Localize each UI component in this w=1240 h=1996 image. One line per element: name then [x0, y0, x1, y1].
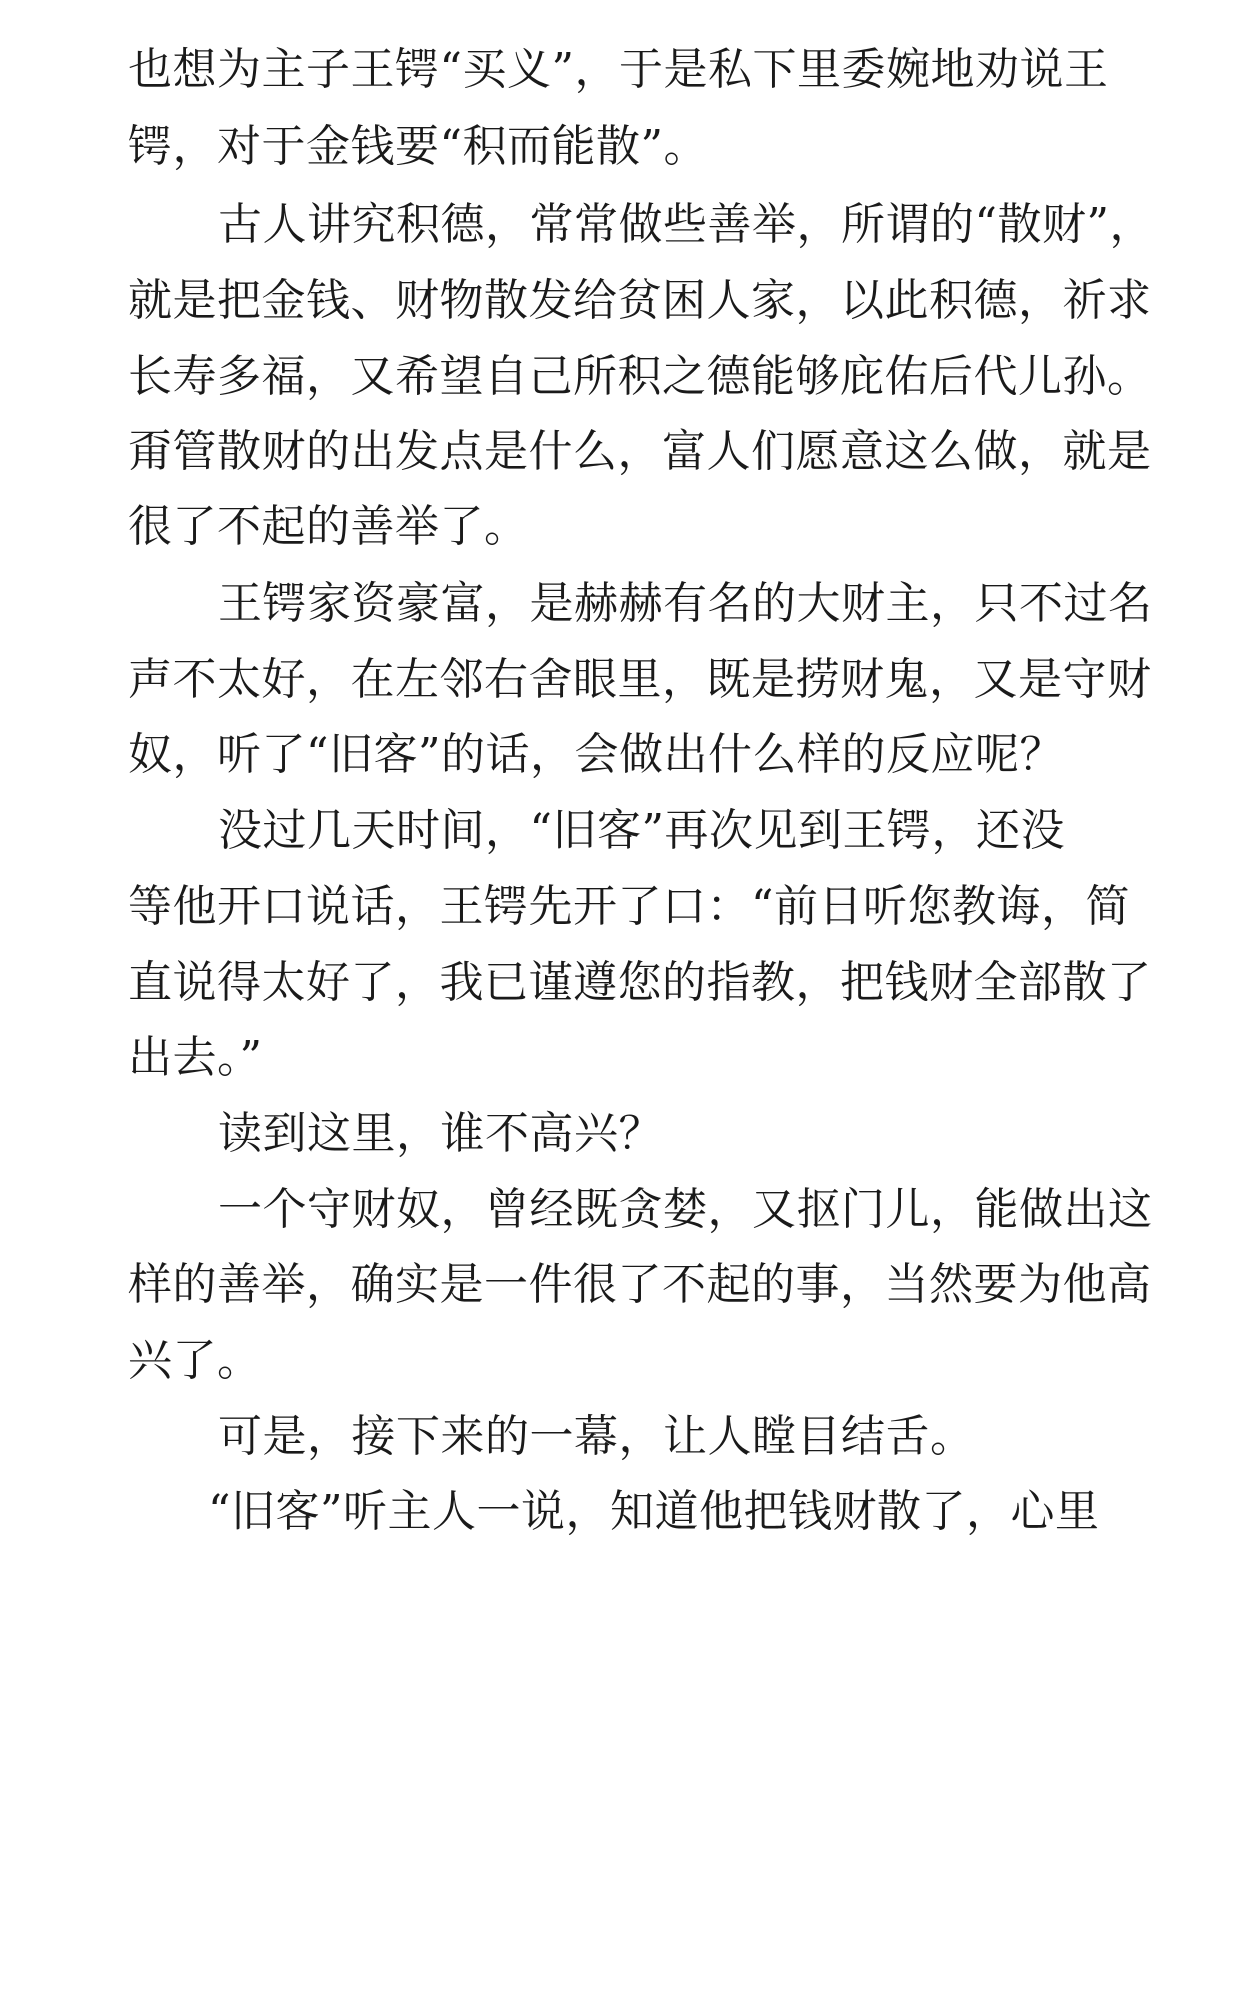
text-line: 一个守财奴，曾经既贪婪，又抠门儿，能做出这: [218, 1184, 1153, 1235]
text-line: 样的善举，确实是一件很了不起的事，当然要为他高: [128, 1259, 1152, 1310]
text-line: 兴了。: [128, 1335, 262, 1386]
text-line: 可是，接下来的一幕，让人瞠目结舌。: [218, 1411, 975, 1462]
text-line: 古人讲究积德，常常做些善举，所谓的“散财”，: [218, 199, 1154, 250]
text-line: 长寿多福，又希望自己所积之德能够庇佑后代儿孙。: [128, 351, 1152, 402]
text-line: 就是把金钱、财物散发给贫困人家，以此积德，祈求: [128, 275, 1152, 326]
text-line: “旧客”听主人一说，知道他把钱财散了，心里: [208, 1486, 1100, 1537]
text-line: 王锷家资豪富，是赫赫有名的大财主，只不过名: [218, 578, 1153, 629]
text-line: 声不太好，在左邻右舍眼里，既是捞财鬼，又是守财: [128, 654, 1152, 705]
text-line: 读到这里，谁不高兴？: [218, 1108, 663, 1159]
text-line: 很了不起的善举了。: [128, 501, 529, 552]
text-line: 直说得太好了，我已谨遵您的指教，把钱财全部散了: [128, 957, 1152, 1008]
text-line: 锷，对于金钱要“积而能散”。: [128, 121, 708, 172]
text-line: 也想为主子王锷“买义”，于是私下里委婉地劝说王: [128, 44, 1109, 95]
text-line: 奴，听了“旧客”的话，会做出什么样的反应呢？: [128, 729, 1064, 780]
text-line: 没过几天时间，“旧客”再次见到王锷，还没: [218, 805, 1065, 856]
text-line: 出去。”: [128, 1032, 263, 1083]
text-line: 甭管散财的出发点是什么，富人们愿意这么做，就是: [128, 426, 1152, 477]
text-line: 等他开口说话，王锷先开了口：“前日听您教诲，简: [128, 881, 1130, 932]
